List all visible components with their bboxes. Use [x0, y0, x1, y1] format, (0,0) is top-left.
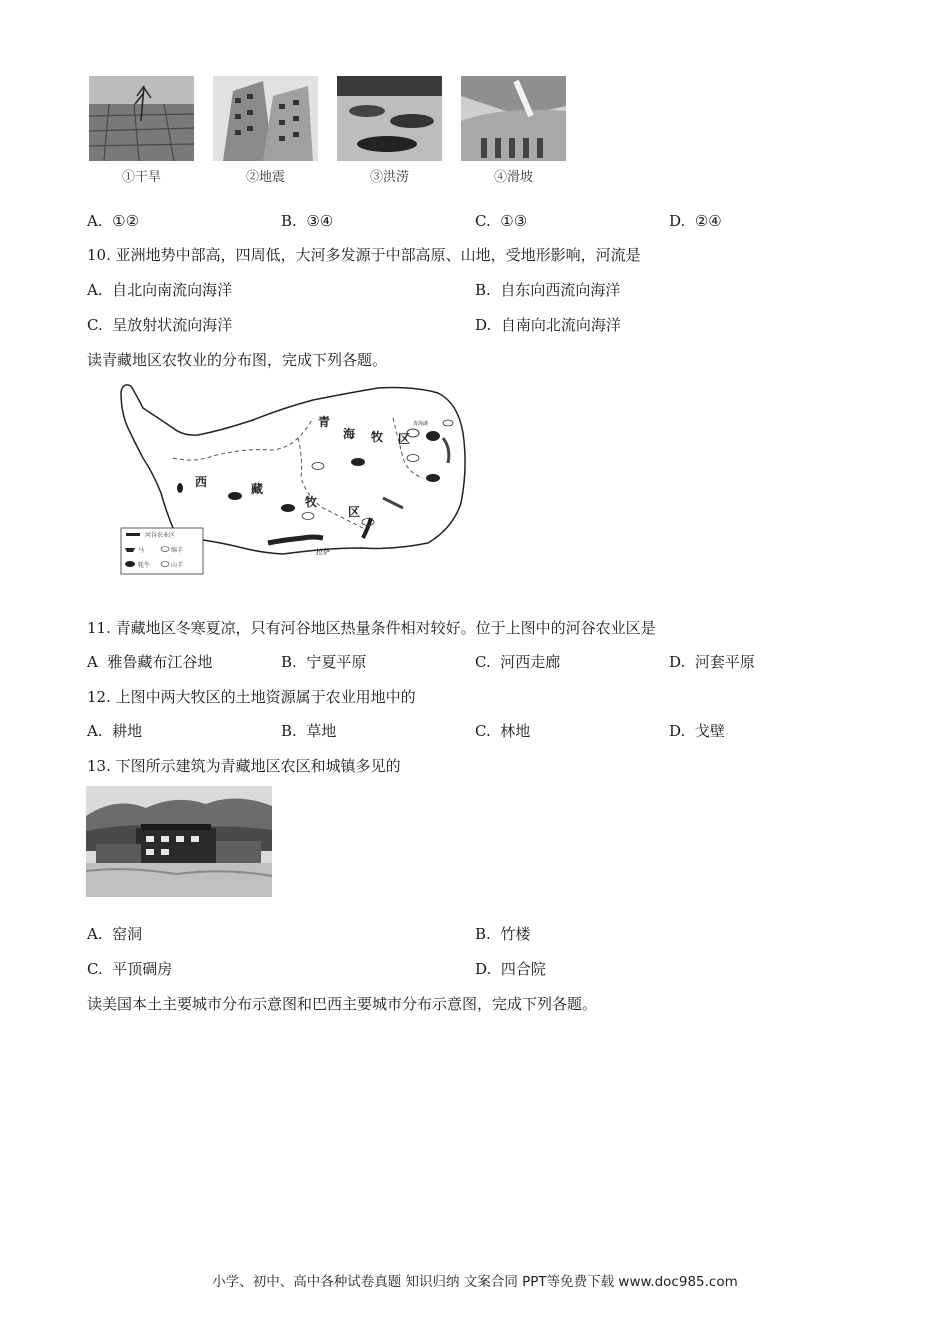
legend-item: 河谷农业区: [145, 532, 176, 539]
q11-option-a: A 雅鲁藏布江谷地: [87, 653, 213, 671]
map-label: 区: [398, 432, 411, 446]
legend-item: 马: [138, 547, 145, 554]
q11-option-d: D. 河套平原: [669, 653, 755, 671]
q13-option-d: D. 四合院: [475, 960, 546, 978]
map-intro: 读青藏地区农牧业的分布图，完成下列各题。: [87, 351, 388, 369]
map-label: 牧: [305, 495, 318, 509]
q9-option-c: C. ①③: [475, 212, 528, 230]
q11-option-b: B. 宁夏平原: [281, 653, 367, 671]
q9-option-a: A. ①②: [87, 212, 140, 230]
drought-photo: [89, 76, 194, 161]
q10-option-b: B. 自东向西流向海洋: [475, 281, 621, 299]
q10-option-c: C. 呈放射状流向海洋: [87, 316, 233, 334]
q12-option-b: B. 草地: [281, 722, 337, 740]
q13-stem: 13. 下图所示建筑为青藏地区农区和城镇多见的: [87, 757, 401, 775]
map-label: 海: [343, 427, 356, 441]
page-footer: 小学、初中、高中各种试卷真题 知识归纳 文案合同 PPT等免费下载 www.doc985.com: [212, 1274, 738, 1290]
q12-option-c: C. 林地: [475, 722, 531, 740]
q9-option-d: D. ②④: [669, 212, 722, 230]
lake-label: 青海湖: [413, 421, 429, 427]
map-label: 区: [348, 505, 361, 519]
q9-option-b: B. ③④: [281, 212, 334, 230]
legend-item: 山羊: [171, 562, 184, 569]
section-intro: 读美国本土主要城市分布示意图和巴西主要城市分布示意图，完成下列各题。: [87, 995, 598, 1013]
q12-option-d: D. 戈壁: [669, 722, 725, 740]
q13-option-a: A. 窑洞: [87, 925, 143, 943]
q12-option-a: A. 耕地: [87, 722, 143, 740]
legend-item: 绵羊: [171, 547, 184, 554]
q12-stem: 12. 上图中两大牧区的土地资源属于农业用地中的: [87, 688, 416, 706]
photo-caption: ②地震: [245, 170, 285, 185]
q11-option-c: C. 河西走廊: [475, 653, 561, 671]
qinghai-tibet-map: [113, 378, 473, 580]
map-label: 西: [195, 475, 208, 489]
photo-caption: ③洪涝: [369, 170, 409, 185]
flood-photo: [337, 76, 442, 161]
landslide-photo: [461, 76, 566, 161]
map-label: 藏: [251, 482, 264, 496]
tibetan-house-photo: [86, 786, 272, 897]
q11-stem: 11. 青藏地区冬寒夏凉，只有河谷地区热量条件相对较好。位于上图中的河谷农业区是: [87, 619, 656, 637]
disaster-photo-strip: [86, 74, 576, 186]
earthquake-photo: [213, 76, 318, 161]
photo-caption: ①干旱: [121, 170, 161, 185]
q13-option-c: C. 平顶碉房: [87, 960, 173, 978]
photo-caption: ④滑坡: [493, 170, 533, 185]
q10-stem: 10. 亚洲地势中部高，四周低，大河多发源于中部高原、山地，受地形影响，河流是: [87, 246, 641, 264]
map-label: 牧: [371, 430, 384, 444]
q13-option-b: B. 竹楼: [475, 925, 531, 943]
city-label: 拉萨: [316, 548, 330, 556]
q10-option-d: D. 自南向北流向海洋: [475, 316, 621, 334]
legend-item: 牦牛: [138, 562, 151, 569]
map-label: 青: [318, 415, 331, 429]
q10-option-a: A. 自北向南流向海洋: [87, 281, 233, 299]
